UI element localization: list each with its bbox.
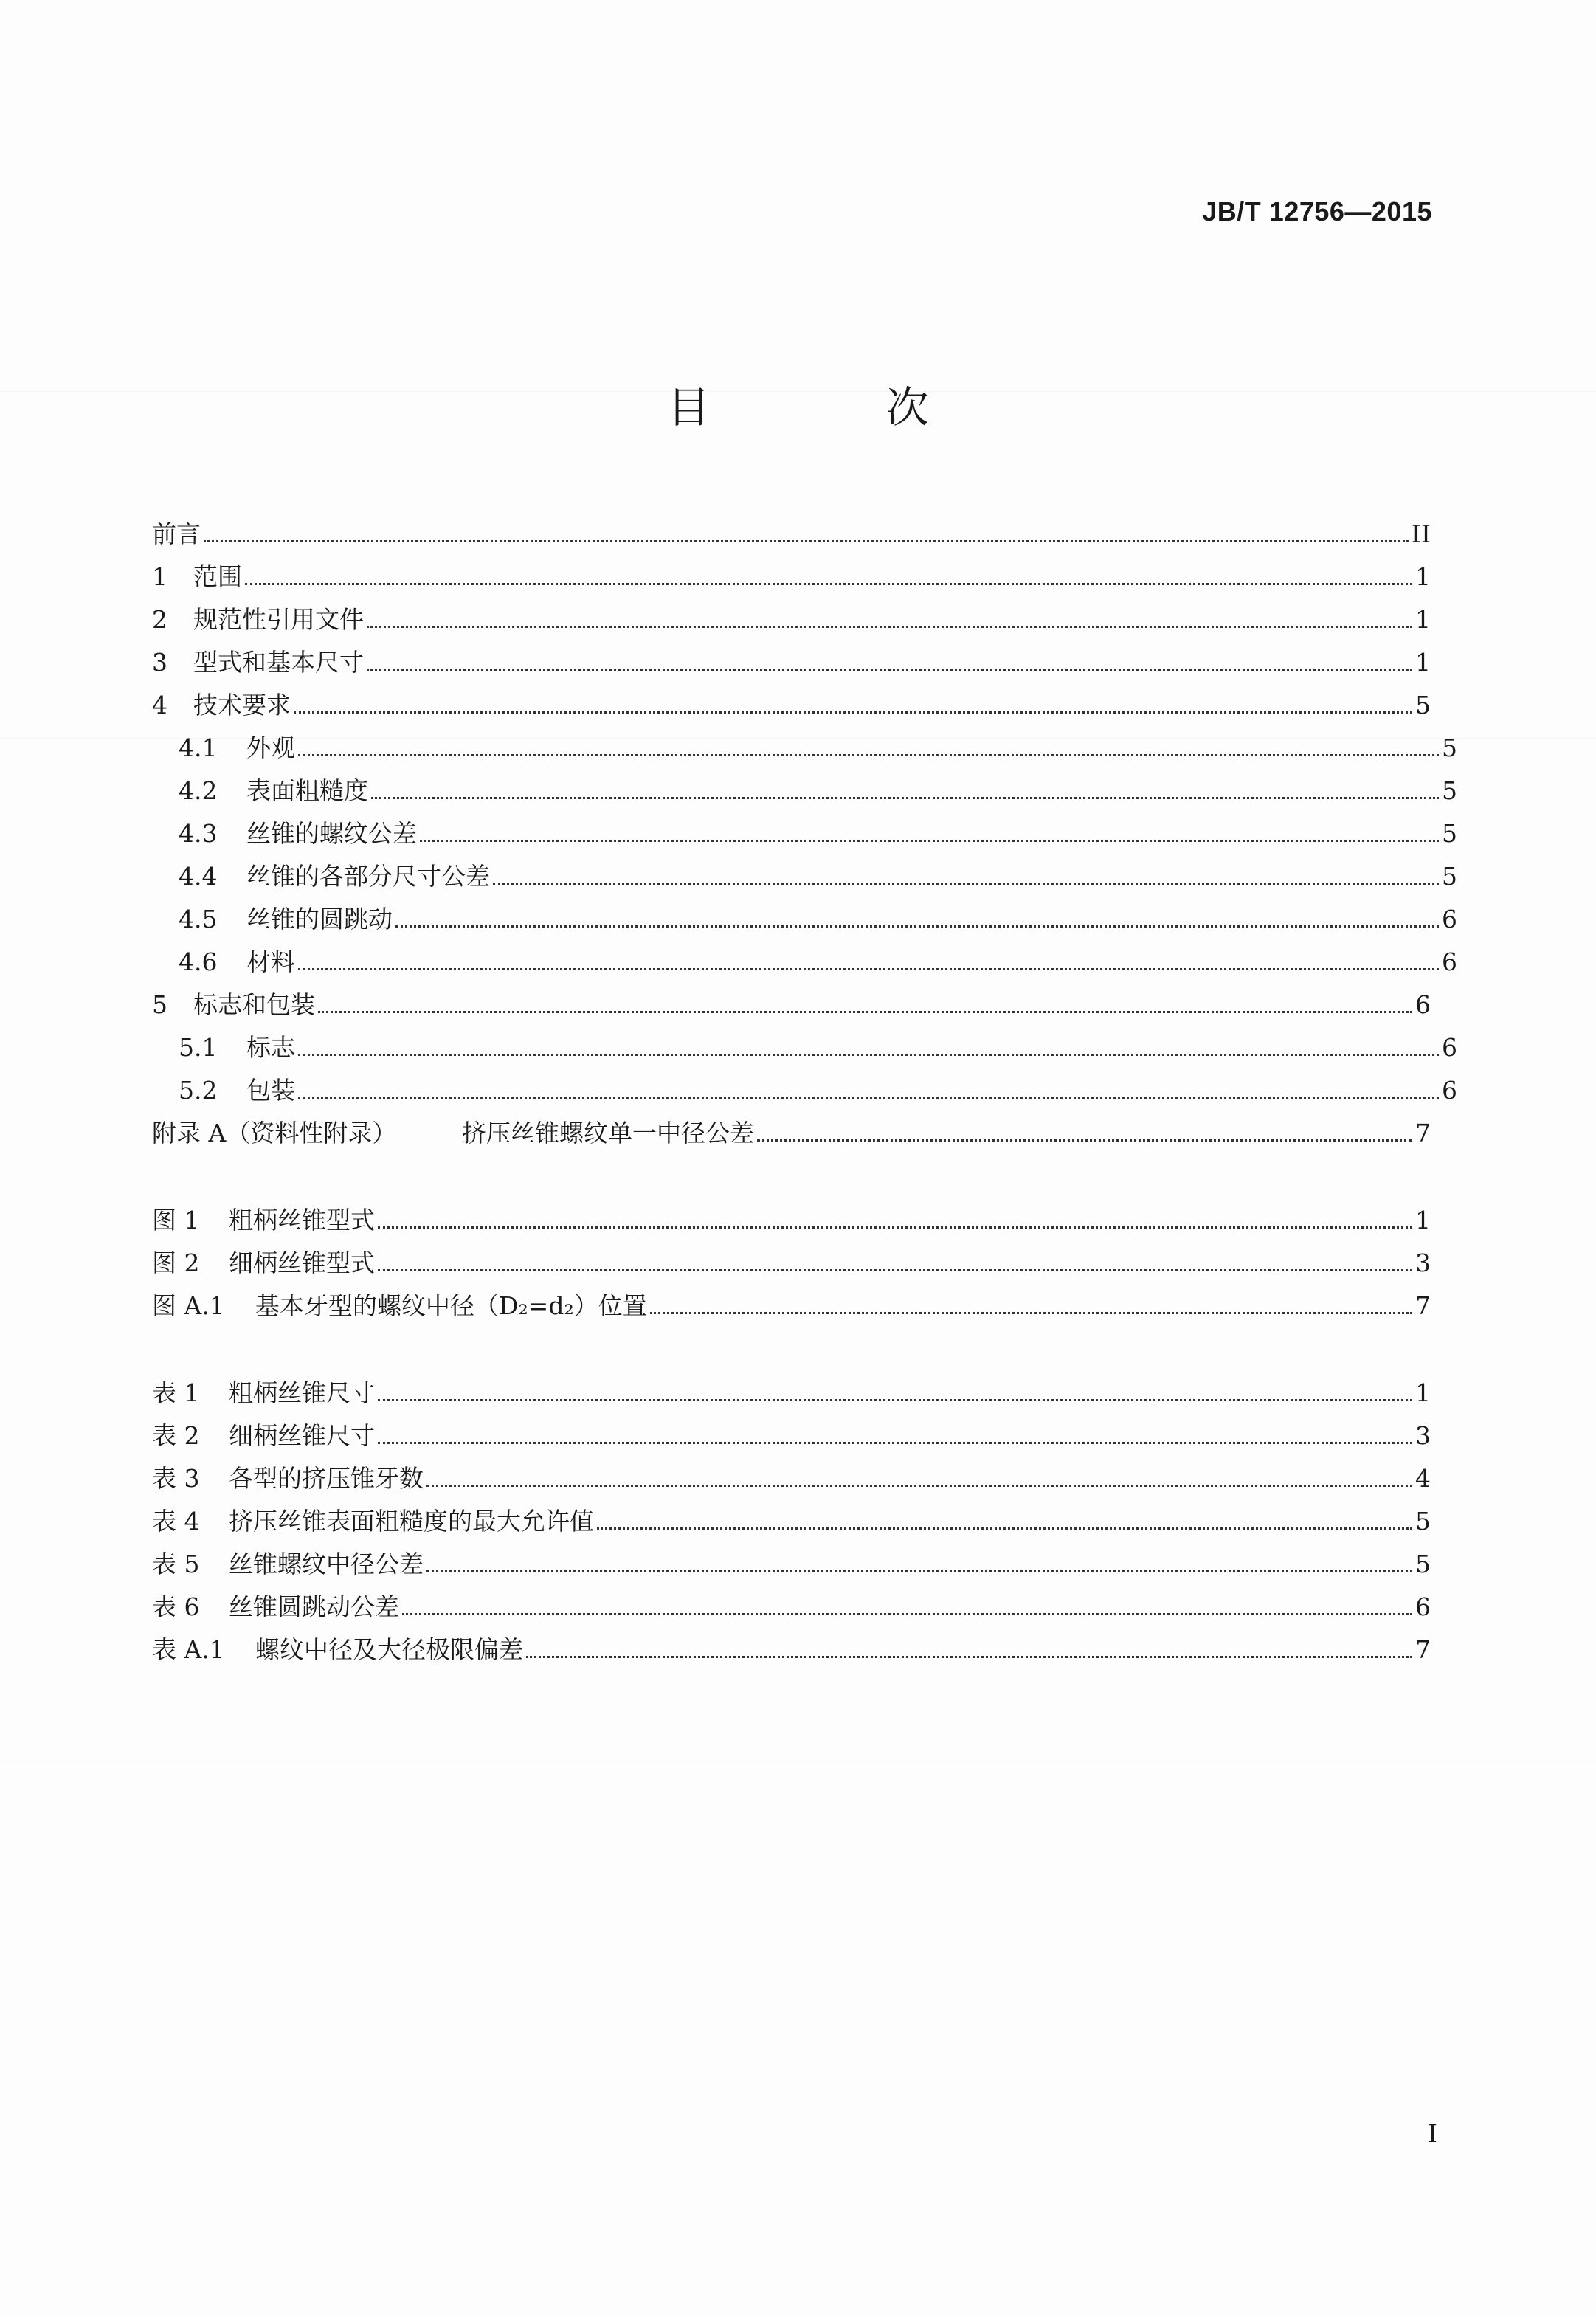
toc-page: 3 (1415, 1421, 1431, 1450)
toc-label: 丝锥的各部分尺寸公差 (246, 862, 490, 891)
toc-number: 附录 A（资料性附录） (152, 1119, 397, 1147)
toc-label: 表面粗糙度 (246, 776, 368, 805)
toc-page: 6 (1415, 990, 1431, 1019)
toc-entry-section-1[interactable] (152, 549, 1431, 592)
toc-number: 4 (152, 691, 167, 719)
toc-number: 4.4 (179, 862, 218, 891)
toc-label: 粗柄丝锥尺寸 (229, 1378, 375, 1407)
toc-page: 1 (1415, 648, 1431, 677)
standard-code: JB/T 12756—2015 (1202, 196, 1432, 227)
toc-label: 基本牙型的螺纹中径（D₂=d₂）位置 (255, 1291, 647, 1320)
dot-leader (245, 583, 1412, 585)
toc-number: 表 6 (152, 1592, 200, 1621)
toc-number: 表 3 (152, 1464, 200, 1493)
toc-number: 表 2 (152, 1421, 200, 1450)
toc-number: 4.2 (179, 776, 218, 805)
dot-leader (378, 1226, 1412, 1229)
toc-entry-section-4-4[interactable] (152, 849, 1457, 891)
toc-entry-figure-2[interactable] (152, 1235, 1431, 1278)
toc-number: 3 (152, 648, 167, 677)
toc-label: 粗柄丝锥型式 (229, 1206, 375, 1235)
dot-leader (298, 754, 1439, 756)
toc-entry-table-1[interactable] (152, 1365, 1431, 1408)
toc-entry-appendix-a[interactable] (152, 1105, 1431, 1148)
toc-label: 丝锥的圆跳动 (246, 905, 393, 933)
toc-number: 表 A.1 (152, 1635, 225, 1664)
toc-page: 4 (1415, 1464, 1431, 1493)
toc-entry-section-3[interactable] (152, 635, 1431, 677)
toc-entry-section-2[interactable] (152, 592, 1431, 635)
toc-page: 5 (1442, 776, 1457, 805)
toc-number: 5 (152, 990, 167, 1019)
toc-label: 挤压丝锥螺纹单一中径公差 (462, 1119, 754, 1147)
toc-entry-section-4-6[interactable] (152, 934, 1457, 977)
toc-page: 5 (1415, 1550, 1431, 1578)
toc-entry-section-5-2[interactable] (152, 1063, 1457, 1105)
toc-number: 2 (152, 605, 167, 634)
dot-leader (204, 540, 1409, 542)
toc-label: 丝锥圆跳动公差 (229, 1592, 399, 1621)
dot-leader (395, 925, 1439, 928)
dot-leader (650, 1312, 1412, 1314)
dot-leader (367, 669, 1412, 671)
toc-number: 表 4 (152, 1507, 200, 1536)
toc-entry-section-4-2[interactable] (152, 763, 1457, 806)
toc-page: 5 (1415, 1507, 1431, 1536)
dot-leader (298, 968, 1439, 970)
toc-number: 5.2 (179, 1076, 218, 1105)
toc-entry-foreword[interactable] (152, 506, 1431, 549)
toc-label: 技术要求 (193, 691, 291, 719)
dot-leader (757, 1139, 1412, 1142)
toc-label: 前言 (152, 519, 201, 548)
toc-entry-table-3[interactable] (152, 1451, 1431, 1494)
toc-label: 标志和包装 (193, 990, 315, 1019)
toc-number: 1 (152, 562, 167, 591)
dot-leader (402, 1613, 1412, 1615)
dot-leader (426, 1485, 1412, 1487)
dot-leader (294, 711, 1412, 714)
toc-label: 细柄丝锥型式 (229, 1249, 375, 1277)
toc-label: 规范性引用文件 (193, 605, 364, 634)
toc-page: 1 (1415, 1378, 1431, 1407)
toc-number: 图 2 (152, 1249, 200, 1277)
page-number: I (1427, 2119, 1437, 2149)
toc-entry-section-4-5[interactable] (152, 891, 1457, 934)
toc-page: 1 (1415, 605, 1431, 634)
toc-page: 3 (1415, 1249, 1431, 1277)
toc-page: 5 (1442, 733, 1457, 762)
toc-entry-section-4-1[interactable] (152, 720, 1457, 763)
toc-page: 1 (1415, 562, 1431, 591)
dot-leader (367, 626, 1412, 628)
toc-page: II (1411, 519, 1431, 548)
toc-entry-figure-1[interactable] (152, 1192, 1431, 1235)
toc-entry-section-4-3[interactable] (152, 806, 1457, 849)
toc-entry-section-5-1[interactable] (152, 1020, 1457, 1063)
toc-page: 6 (1442, 947, 1457, 976)
toc-label: 型式和基本尺寸 (193, 648, 364, 677)
toc-label: 细柄丝锥尺寸 (229, 1421, 375, 1450)
toc-number: 5.1 (179, 1033, 218, 1062)
dot-leader (318, 1011, 1412, 1013)
dot-leader (371, 797, 1439, 799)
toc-entry-figure-a1[interactable] (152, 1278, 1431, 1321)
dot-leader (597, 1527, 1412, 1530)
toc-entry-table-4[interactable] (152, 1494, 1431, 1536)
toc-page: 6 (1442, 1076, 1457, 1105)
toc-number: 4.3 (179, 819, 218, 848)
toc-page: 5 (1442, 819, 1457, 848)
page-title: 目 次 (667, 382, 1010, 432)
toc-label: 材料 (246, 947, 295, 976)
toc-number: 表 5 (152, 1550, 200, 1578)
toc-label: 丝锥螺纹中径公差 (229, 1550, 424, 1578)
dot-leader (378, 1399, 1412, 1401)
toc-entry-table-6[interactable] (152, 1579, 1431, 1622)
dot-leader (420, 840, 1439, 842)
toc-page: 6 (1442, 905, 1457, 933)
toc-page: 6 (1415, 1592, 1431, 1621)
toc-entry-table-2[interactable] (152, 1408, 1431, 1451)
toc-page: 7 (1415, 1291, 1431, 1320)
toc-entry-section-5[interactable] (152, 977, 1431, 1020)
dot-leader (298, 1097, 1439, 1099)
dot-leader (378, 1269, 1412, 1271)
dot-leader (378, 1442, 1412, 1444)
toc-page: 5 (1442, 862, 1457, 891)
toc-entry-table-a1[interactable] (152, 1622, 1431, 1665)
toc-number: 表 1 (152, 1378, 200, 1407)
dot-leader (526, 1656, 1412, 1658)
toc-number: 4.6 (179, 947, 218, 976)
toc-entry-section-4[interactable] (152, 677, 1431, 720)
toc-label: 丝锥的螺纹公差 (246, 819, 417, 848)
toc-number: 图 1 (152, 1206, 200, 1235)
toc-label: 各型的挤压锥牙数 (229, 1464, 424, 1493)
toc-label: 外观 (246, 733, 295, 762)
toc-entry-table-5[interactable] (152, 1536, 1431, 1579)
dot-leader (426, 1570, 1412, 1572)
toc-page: 6 (1442, 1033, 1457, 1062)
toc-label: 挤压丝锥表面粗糙度的最大允许值 (229, 1507, 594, 1536)
toc-page: 7 (1415, 1119, 1431, 1147)
toc-label: 螺纹中径及大径极限偏差 (255, 1635, 523, 1664)
toc-number: 4.1 (179, 733, 218, 762)
toc-label: 标志 (246, 1033, 295, 1062)
toc-number: 4.5 (179, 905, 218, 933)
toc-label: 包装 (246, 1076, 295, 1105)
toc-page: 7 (1415, 1635, 1431, 1664)
dot-leader (493, 883, 1439, 885)
toc-label: 范围 (193, 562, 242, 591)
toc-number: 图 A.1 (152, 1291, 225, 1320)
toc-page: 1 (1415, 1206, 1431, 1235)
dot-leader (298, 1054, 1439, 1056)
toc-page: 5 (1415, 691, 1431, 719)
